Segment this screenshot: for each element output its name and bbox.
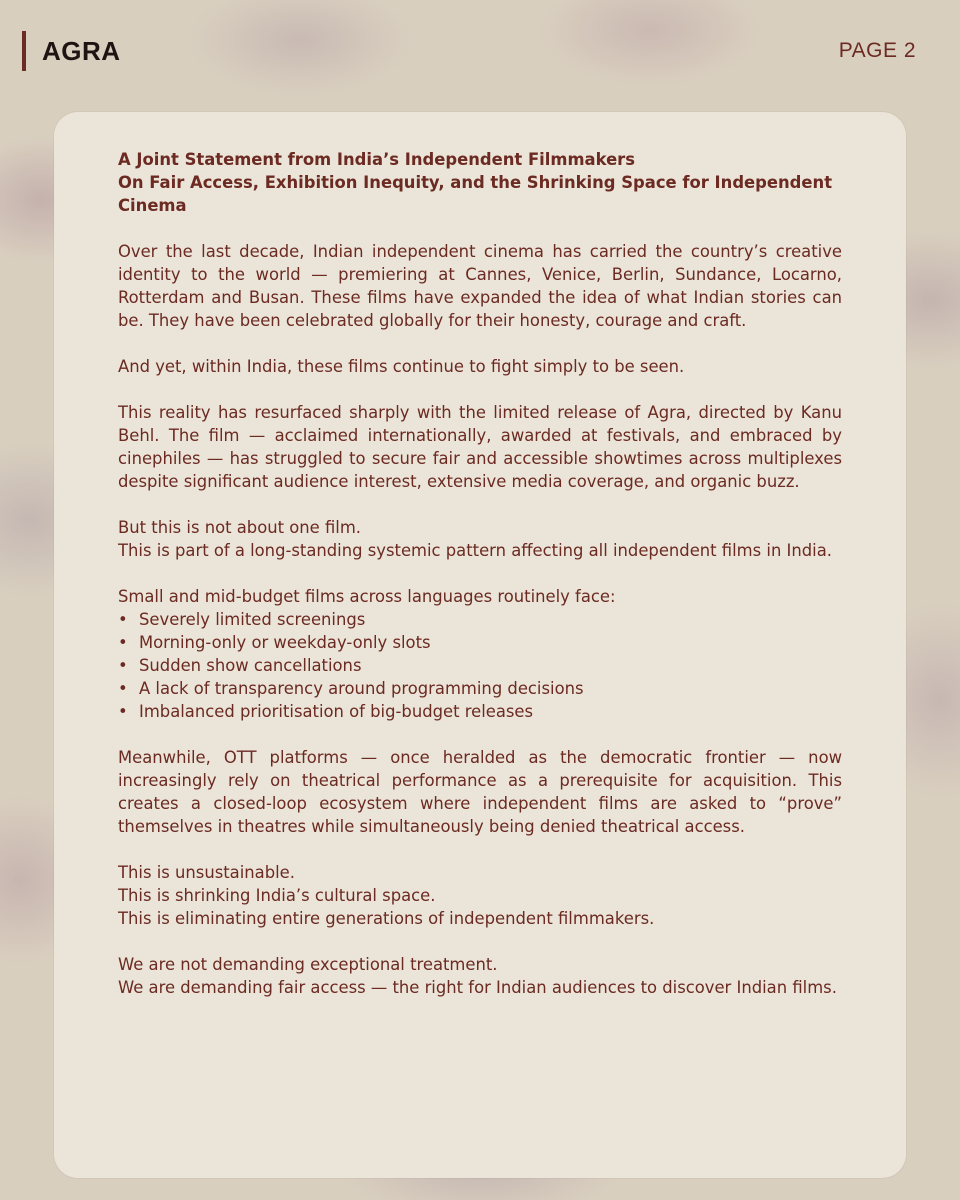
bullet-mark: • — [118, 702, 128, 721]
demand-line-1: We are not demanding exceptional treatment. — [118, 955, 498, 974]
demand-line-2: We are demanding fair access — the right for Indian audiences to discover Indian films. — [118, 978, 837, 997]
statement-heading — [118, 148, 842, 217]
statement-content — [118, 148, 842, 999]
issues-intro: Small and mid-budget films across languages routinely face: — [118, 587, 616, 606]
accent-bar — [22, 31, 26, 71]
paragraph-demand — [118, 953, 842, 999]
paragraph-fight: And yet, within India, these films continue to fight simply to be seen. — [118, 357, 685, 376]
list-item — [118, 700, 842, 723]
paragraph-pattern — [118, 516, 842, 562]
heading-line-1: A Joint Statement from India’s Independent Filmmakers — [118, 150, 636, 169]
list-item-text: Imbalanced prioritisation of big-budget releases — [139, 702, 534, 721]
list-item — [118, 677, 842, 700]
issues-list — [118, 608, 842, 723]
pattern-line-1: But this is not about one film. — [118, 518, 362, 537]
unsustainable-line-1: This is unsustainable. — [118, 863, 295, 882]
paragraph-agra: This reality has resurfaced sharply with the limited release of Agra, directed by Kanu Behl. The film — acclaimed internationally, awarded at festivals, and embraced by cinephiles — has struggled to secure fair and accessible showtimes across multiplexes despite significant audience interest, extensive media coverage, and organic buzz. — [118, 403, 842, 491]
list-item-text: A lack of transparency around programming decisions — [139, 679, 584, 698]
list-item — [118, 608, 842, 631]
bullet-mark: • — [118, 610, 128, 629]
unsustainable-line-2: This is shrinking India’s cultural space. — [118, 886, 436, 905]
bullet-mark: • — [118, 656, 128, 675]
paragraph-unsustainable — [118, 861, 842, 930]
list-item-text: Sudden show cancellations — [139, 656, 362, 675]
list-item — [118, 631, 842, 654]
paragraph-issues — [118, 585, 842, 723]
pattern-line-2: This is part of a long-standing systemic pattern affecting all independent films in India. — [118, 541, 832, 560]
unsustainable-line-3: This is eliminating entire generations of independent filmmakers. — [118, 909, 655, 928]
brand-title: AGRA — [42, 35, 121, 66]
bullet-mark: • — [118, 633, 128, 652]
heading-line-2: On Fair Access, Exhibition Inequity, and the Shrinking Space for Independent Cinema — [118, 173, 833, 215]
page-header — [22, 30, 916, 72]
page-number: PAGE 2 — [838, 39, 916, 62]
paragraph-ott: Meanwhile, OTT platforms — once heralded as the democratic frontier — now increasingly rely on theatrical performance as a prerequisite for acquisition. This creates a closed-loop ecosystem where independent films are asked to “prove” themselves in theatres while simultaneously being denied theatrical access. — [118, 748, 842, 836]
list-item-text: Morning-only or weekday-only slots — [139, 633, 431, 652]
paragraph-intro: Over the last decade, Indian independent cinema has carried the country’s creative identity to the world — premiering at Cannes, Venice, Berlin, Sundance, Locarno, Rotterdam and Busan. These films have expanded the idea of what Indian stories can be. They have been celebrated globally for their honesty, courage and craft. — [118, 242, 842, 330]
list-item — [118, 654, 842, 677]
list-item-text: Severely limited screenings — [139, 610, 366, 629]
brand — [22, 31, 121, 71]
bullet-mark: • — [118, 679, 128, 698]
